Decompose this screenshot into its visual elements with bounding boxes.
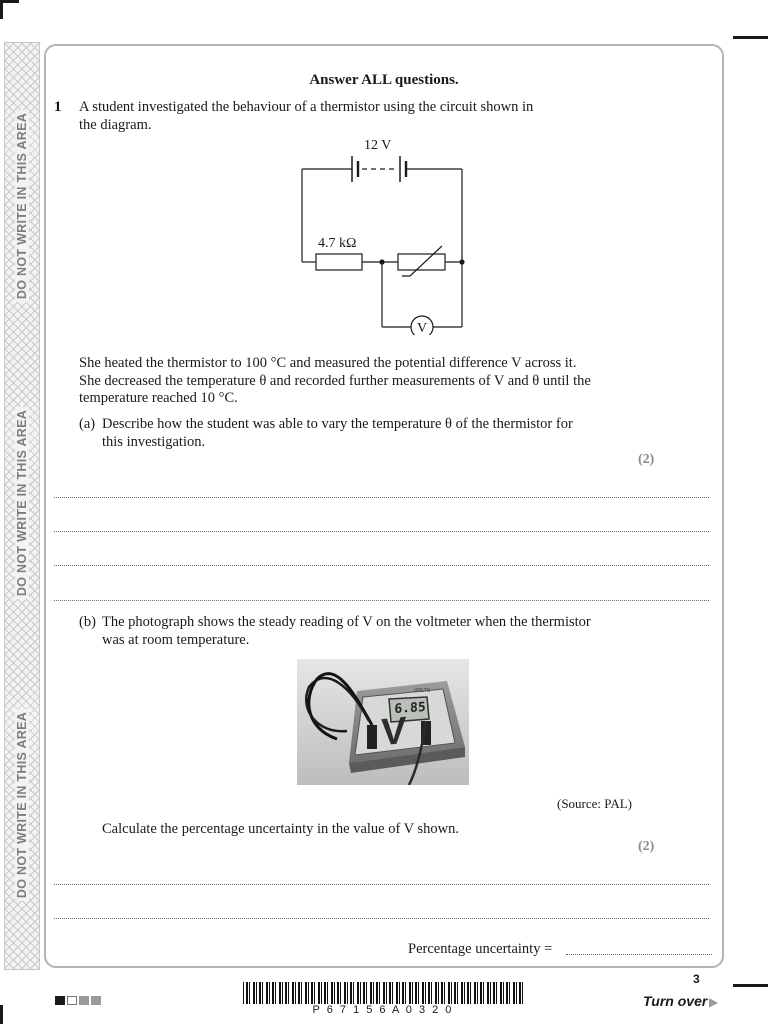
part-a-marks: (2) [638, 452, 655, 467]
part-a-text-line2: this investigation. [102, 434, 206, 450]
description-line3: temperature reached 10 °C. [79, 390, 238, 406]
crop-mark-bottom-left [0, 1005, 19, 1024]
crop-mark-bottom-right [733, 984, 768, 987]
battery-label: 12 V [364, 138, 392, 153]
circuit-diagram [290, 130, 480, 335]
part-b-text-line1: The photograph shows the steady reading of V on the voltmeter when the thermistor [102, 614, 591, 630]
question-intro-line1: A student investigated the behaviour of a thermistor using the circuit shown in [79, 99, 534, 115]
crop-mark-top-right [733, 36, 768, 39]
answer-line-b2[interactable] [54, 918, 709, 919]
answer-line-a3[interactable] [54, 565, 709, 566]
page-heading: Answer ALL questions. [309, 72, 459, 88]
barcode [243, 982, 523, 1004]
part-a-label: (a) [79, 416, 96, 432]
resistor-label: 4.7 kΩ [318, 236, 357, 251]
part-b-marks: (2) [638, 839, 655, 854]
answer-field-percentage[interactable] [566, 954, 712, 955]
part-b-question: Calculate the percentage uncertainty in the value of V shown. [102, 821, 460, 837]
page-number: 3 [693, 972, 700, 986]
svg-text:VOLTS: VOLTS [414, 688, 431, 694]
voltmeter-photo [297, 659, 469, 785]
turn-over-arrow-icon: ▶ [709, 995, 719, 1009]
question-number: 1 [54, 99, 62, 115]
description-line2: She decreased the temperature θ and recorded further measurements of V and θ until the [79, 373, 591, 389]
turn-over-text: Turn over [643, 993, 708, 1009]
part-b-label: (b) [79, 614, 96, 630]
part-a-text-line1: Describe how the student was able to vary the temperature θ of the thermistor for [102, 416, 573, 432]
description-line1: She heated the thermistor to 100 °C and measured the potential difference V across it. [79, 355, 577, 371]
answer-line-a1[interactable] [54, 497, 709, 498]
crop-mark-top-left [0, 0, 19, 19]
answer-line-a4[interactable] [54, 600, 709, 601]
progress-squares [55, 996, 101, 1005]
barcode-text: P 6 7 1 5 6 A 0 3 2 0 [312, 1004, 454, 1016]
do-not-write-label-bottom: DO NOT WRITE IN THIS AREA [15, 709, 29, 901]
voltmeter-symbol: V [416, 321, 428, 335]
photo-panel-symbol: V [381, 709, 407, 755]
answer-line-b1[interactable] [54, 884, 709, 885]
part-b-text-line2: was at room temperature. [102, 632, 250, 648]
answer-line-a2[interactable] [54, 531, 709, 532]
photo-display-reading: 6.85 [394, 699, 426, 718]
do-not-write-label-top: DO NOT WRITE IN THIS AREA [15, 110, 29, 302]
photo-source: (Source: PAL) [557, 796, 632, 811]
do-not-write-label-middle: DO NOT WRITE IN THIS AREA [15, 407, 29, 599]
answer-label-percentage: Percentage uncertainty = [408, 941, 553, 957]
question-intro-line2: the diagram. [79, 117, 152, 133]
